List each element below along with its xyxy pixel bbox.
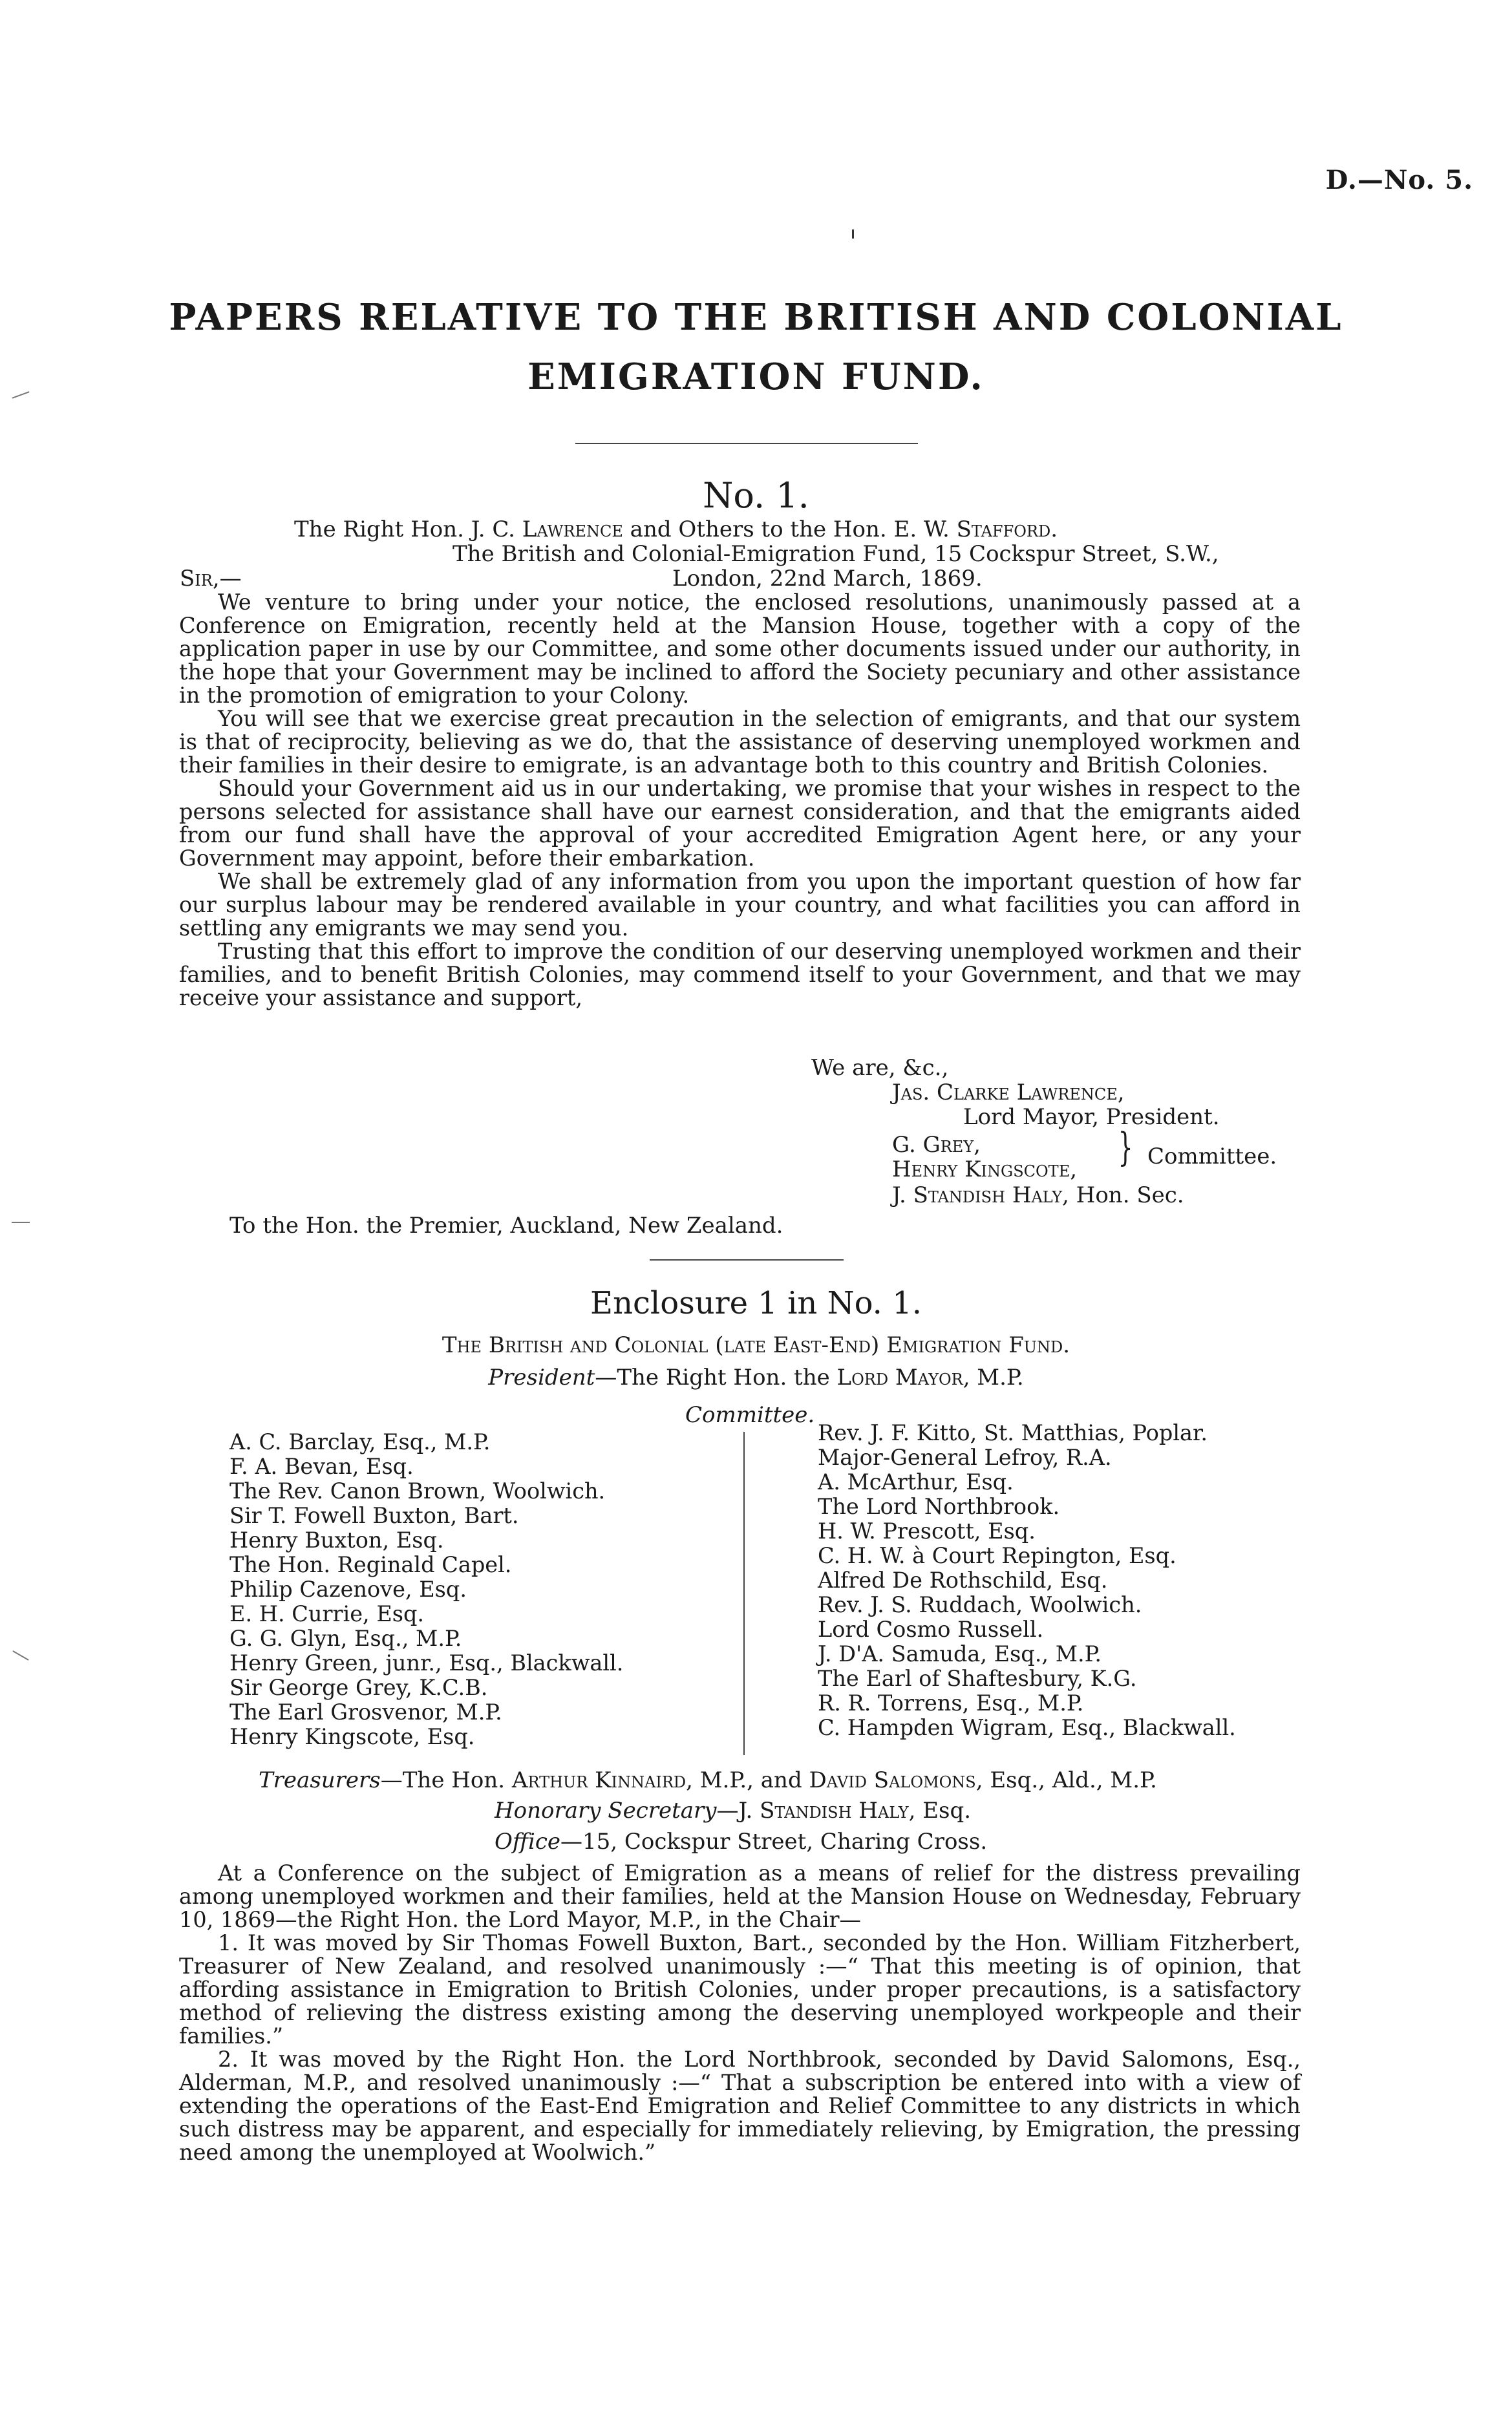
committee-label: Committee. (1147, 1144, 1277, 1169)
enclosure-paragraph: At a Conference on the subject of Emigration as a means of relief for the distress prevailing among unemployed workmen and their families, held at the Mansion House on Wednesday, February 10, 1869—the Right Hon. the Lord Mayor, M.P., in the Chair— (179, 1860, 1301, 1932)
letter-paragraph: We shall be extremely glad of any information from you upon the important question of how far our surplus labour may be rendered available in your country, and what facilities you can afford in settling any emigrants we may send you. (179, 869, 1301, 941)
committee-member: Philip Cazenove, Esq. (229, 1577, 467, 1602)
committee-member: Rev. J. S. Ruddach, Woolwich. (818, 1592, 1142, 1617)
enclosure-paragraph: 2. It was moved by the Right Hon. the Lord Northbrook, seconded by David Salomons, Esq., Alderman, M.P., and resolved unanimously :—“ That a subscription be entered into with a view of extending the operations of the East-End Emigration and Relief Committee to any districts in which such distress may be apparent, and especially for immediately relieving, by Emigration, the pressing need among the unemployed at Woolwich.” (179, 2047, 1301, 2165)
committee-list-left (229, 1430, 623, 1749)
enclosure-paragraph: 1. It was moved by Sir Thomas Fowell Buxton, Bart., seconded by the Hon. William Fitzherbert, Treasurer of New Zealand, and resolved unanimously :—“ That this meeting is of opinion, that affording assistance in Emigration to British Colonies, under proper precautions, is a satisfactory method of relieving the distress existing among the deserving unemployed workpeople and their families.” (179, 1930, 1301, 2049)
committee-brace: } (1118, 1125, 1133, 1170)
committee-member: A. C. Barclay, Esq., M.P. (229, 1429, 491, 1454)
enclosure-title: Enclosure 1 in No. 1. (590, 1285, 922, 1321)
addressee: To the Hon. the Premier, Auckland, New Zealand. (229, 1213, 783, 1239)
secretary-line: Honorary Secretary—J. Standish Haly, Esq. (495, 1798, 972, 1824)
title-line-2: EMIGRATION FUND. (527, 356, 985, 398)
president-line: President—The Right Hon. the Lord Mayor, M.P. (488, 1365, 1024, 1390)
sender-address: The British and Colonial-Emigration Fund, 15 Cockspur Street, S.W., (453, 541, 1219, 567)
committee-member: H. W. Prescott, Esq. (818, 1518, 1036, 1544)
committee-member: Sir T. Fowell Buxton, Bart. (229, 1503, 519, 1528)
letter-paragraph: We venture to bring under your notice, the enclosed resolutions, unanimously passed at a Conference on Emigration, recently held at the Mansion House, together with a copy of the application paper in use by our Committee, and some other documents issued under our authority, in the hope that your Government may be inclined to afford the Society pecuniary and other assistance in the promotion of emigration to your Colony. (179, 590, 1301, 708)
committee-member: Henry Buxton, Esq. (229, 1528, 444, 1553)
committee-heading: Committee. (685, 1402, 815, 1428)
section-divider (650, 1259, 844, 1261)
letter-heading: The Right Hon. J. C. Lawrence and Others to the Hon. E. W. Stafford. (294, 516, 1058, 542)
committee-member: The Earl of Shaftesbury, K.G. (818, 1666, 1137, 1691)
treasurers-line: Treasurers—The Hon. Arthur Kinnaird, M.P., and David Salomons, Esq., Ald., M.P. (259, 1767, 1157, 1793)
document-reference-number: D.—No. 5. (1325, 165, 1473, 195)
committee-member: C. H. W. à Court Repington, Esq. (818, 1543, 1177, 1568)
letter-paragraph: You will see that we exercise great precaution in the selection of emigrants, and that our system is that of reciprocity, believing as we do, that the assistance of deserving unemployed workmen and their families in their desire to emigrate, is an advantage both to this country and British Colonies. (179, 706, 1301, 778)
committee-member: F. A. Bevan, Esq. (229, 1454, 414, 1479)
letter-paragraph: Trusting that this effort to improve the condition of our deserving unemployed workmen and their families, and to benefit British Colonies, may commend itself to your Government, and that we may receive your assistance and support, (179, 939, 1301, 1010)
committee-member: Lord Cosmo Russell. (818, 1617, 1044, 1642)
committee-member: Rev. J. F. Kitto, St. Matthias, Poplar. (818, 1420, 1208, 1445)
committee-member: The Earl Grosvenor, M.P. (229, 1699, 502, 1725)
committee-member: Alfred De Rothschild, Esq. (818, 1568, 1108, 1593)
committee-member: G. G. Glyn, Esq., M.P. (229, 1626, 462, 1651)
signatory-grey: G. Grey, (892, 1132, 981, 1158)
letter-number: No. 1. (703, 475, 809, 516)
document-title (0, 288, 1512, 407)
salutation: Sir,— (180, 566, 242, 591)
committee-column-divider (743, 1432, 745, 1755)
office-line: Office—15, Cockspur Street, Charing Cross. (495, 1829, 988, 1855)
letter-body (179, 591, 1301, 1010)
committee-member: Henry Kingscote, Esq. (229, 1724, 475, 1749)
committee-member: C. Hampden Wigram, Esq., Blackwall. (818, 1715, 1236, 1740)
committee-list-right (818, 1421, 1236, 1740)
enclosure-body (179, 1862, 1301, 2164)
title-line-1: PAPERS RELATIVE TO THE BRITISH AND COLONIAL (169, 296, 1343, 339)
committee-member: R. R. Torrens, Esq., M.P. (818, 1690, 1084, 1716)
committee-member: A. McArthur, Esq. (818, 1469, 1014, 1495)
scan-mark (852, 229, 854, 239)
committee-member: Sir George Grey, K.C.B. (229, 1675, 488, 1700)
letter-date: London, 22nd March, 1869. (672, 566, 983, 591)
committee-member: The Rev. Canon Brown, Woolwich. (229, 1478, 606, 1504)
signatory-kingscote: Henry Kingscote, (892, 1156, 1078, 1182)
scan-mark (12, 1222, 30, 1223)
signatory-title: Lord Mayor, President. (963, 1104, 1220, 1130)
committee-member: E. H. Currie, Esq. (229, 1601, 425, 1626)
signatory-haly: J. Standish Haly, Hon. Sec. (892, 1182, 1184, 1208)
committee-member: J. D'A. Samuda, Esq., M.P. (818, 1641, 1102, 1667)
committee-member: Henry Green, junr., Esq., Blackwall. (229, 1650, 624, 1676)
closing: We are, &c., (811, 1055, 949, 1081)
committee-member: Major-General Lefroy, R.A. (818, 1445, 1112, 1470)
letter-paragraph: Should your Government aid us in our undertaking, we promise that your wishes in respect to the persons selected for assistance shall have our earnest consideration, and that the emigrants aided from our fund shall have the approval of your accredited Emigration Agent here, or any your Government may appoint, before their embarkation. (179, 776, 1301, 871)
title-divider (575, 443, 918, 444)
fund-name: The British and Colonial (late East-End) Emigration Fund. (442, 1332, 1070, 1358)
scan-mark (12, 1650, 28, 1661)
committee-member: The Lord Northbrook. (818, 1494, 1060, 1519)
signatory-name: Jas. Clarke Lawrence, (892, 1080, 1125, 1105)
committee-member: The Hon. Reginald Capel. (229, 1552, 512, 1577)
